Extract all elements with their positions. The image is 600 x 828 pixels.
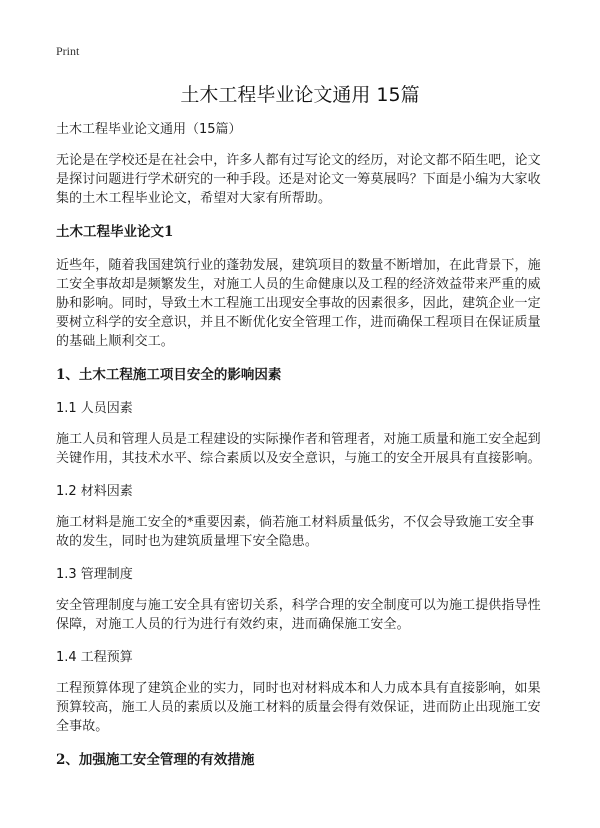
subsection-1-3-text: 安全管理制度与施工安全具有密切关系，科学合理的安全制度可以为施工提供指导性保障，对施工人员的行为进行有效约束，进而确保施工安全。 [56,598,541,632]
subsection-1-2-text: 施工材料是施工安全的*重要因素，倘若施工材料质量低劣，不仅会导致施工安全事故的发生，同时也为建筑质量埋下安全隐患。 [56,515,535,549]
intro-paragraph: 无论是在学校还是在社会中，许多人都有过写论文的经历，对论文都不陌生吧，论文是探讨问题进行学术研究的一种手段。还是对论文一筹莫展吗？下面是小编为大家收集的土木工程毕业论文，希望对大家有所帮助。 [56,153,541,206]
document-body [56,120,544,784]
subsection-1-4-text: 工程预算体现了建筑企业的实力，同时也对材料成本和人力成本具有直接影响，如果预算较高，施工人员的素质以及施工材料的质量会得有效保证，进而防止出现施工安全事故。 [56,681,541,734]
print-label: Print [56,44,80,58]
subsection-1-2-heading: 1.2 材料因素 [56,484,133,499]
subsection-1-1-text: 施工人员和管理人员是工程建设的实际操作者和管理者，对施工质量和施工安全起到关键作用，其技术水平、综合素质以及安全意识，与施工的安全开展具有直接影响。 [56,432,541,466]
document-subtitle: 土木工程毕业论文通用（15篇） [56,122,242,137]
section2-heading: 2、加强施工安全管理的有效措施 [56,752,255,768]
subsection-1-3-heading: 1.3 管理制度 [56,567,133,582]
document-title: 土木工程毕业论文通用 15篇 [180,84,420,106]
subsection-1-4-heading: 1.4 工程预算 [56,650,133,665]
paper1-heading: 土木工程毕业论文1 [56,224,174,240]
section1-heading: 1、土木工程施工项目安全的影响因素 [56,367,282,383]
paper1-intro-paragraph: 近些年，随着我国建筑行业的蓬勃发展，建筑项目的数量不断增加，在此背景下，施工安全事故却是频繁发生，对施工人员的生命健康以及工程的经济效益带来严重的威胁和影响。同时，导致土木工程施工出现安全事故的因素很多，因此，建筑企业一定要树立科学的安全意识，并且不断优化安全管理工作，进而确保工程项目在保证质量的基础上顺利交工。 [56,258,541,349]
subsection-1-1-heading: 1.1 人员因素 [56,401,133,416]
